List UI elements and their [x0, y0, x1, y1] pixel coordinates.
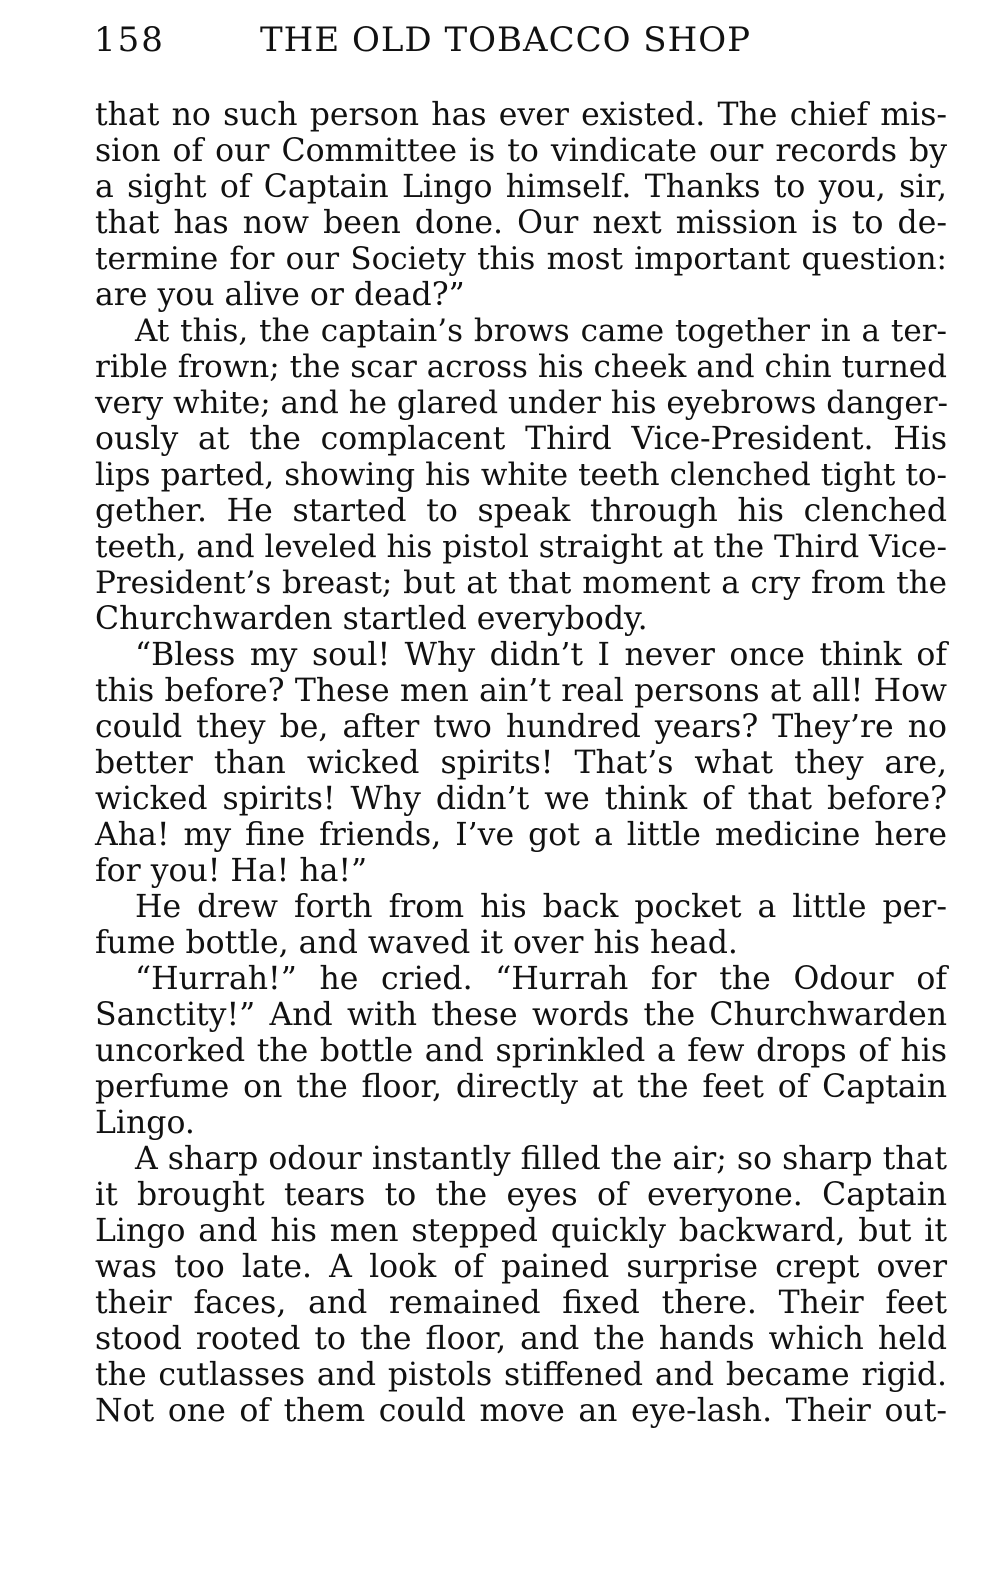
paragraph-start-line: At this, the captain’s brows came together in a ter- — [135, 313, 947, 349]
text-line: Aha! my fine friends, I’ve got a little medicine here — [95, 817, 947, 853]
text-line: very white; and he glared under his eyebrows danger- — [95, 385, 949, 421]
text-line: a sight of Captain Lingo himself. Thanks to you, sir, — [95, 169, 947, 205]
text-line: that no such person has ever existed. The chief mis- — [95, 97, 947, 133]
text-line: rible frown; the scar across his cheek and chin turned — [95, 349, 947, 385]
paragraph-start-line: He drew forth from his back pocket a little per- — [135, 889, 947, 925]
text-line: that has now been done. Our next mission is to de- — [95, 205, 947, 241]
text-line: gether. He started to speak through his clenched — [95, 493, 947, 529]
text-line: Churchwarden startled everybody. — [95, 601, 648, 637]
text-line: Sanctity!” And with these words the Churchwarden — [95, 997, 947, 1033]
paragraph-start-line: “Bless my soul! Why didn’t I never once think of — [135, 637, 947, 673]
text-line: was too late. A look of pained surprise crept over — [95, 1249, 947, 1285]
text-line: for you! Ha! ha!” — [95, 853, 368, 889]
text-line: ously at the complacent Third Vice-President. His — [95, 421, 947, 457]
paragraph-start-line: “Hurrah!” he cried. “Hurrah for the Odour of — [135, 961, 947, 997]
page-number: 158 — [94, 20, 165, 60]
text-line: it brought tears to the eyes of everyone. Captain — [95, 1177, 947, 1213]
text-line: better than wicked spirits! That’s what they are, — [95, 745, 947, 781]
text-line: could they be, after two hundred years? They’re no — [95, 709, 947, 745]
running-head: THE OLD TOBACCO SHOP — [260, 20, 751, 60]
text-line: teeth, and leveled his pistol straight at the Third Vice- — [95, 529, 947, 565]
text-line: perfume on the floor, directly at the feet of Captain — [95, 1069, 947, 1105]
paragraph-start-line: A sharp odour instantly filled the air; so sharp that — [135, 1141, 947, 1177]
page-header — [94, 14, 954, 66]
text-line: Not one of them could move an eye-lash. Their out- — [95, 1393, 947, 1429]
text-line: stood rooted to the floor, and the hands which held — [95, 1321, 947, 1357]
text-line: the cutlasses and pistols stiffened and became rigid. — [95, 1357, 947, 1393]
text-line: fume bottle, and waved it over his head. — [95, 925, 738, 961]
text-line: Lingo and his men stepped quickly backward, but it — [95, 1213, 947, 1249]
text-line: their faces, and remained fixed there. Their feet — [95, 1285, 947, 1321]
text-line: termine for our Society this most important question: — [95, 241, 947, 277]
text-line: sion of our Committee is to vindicate our records by — [95, 133, 947, 169]
text-line: President’s breast; but at that moment a cry from the — [95, 565, 947, 601]
text-line: are you alive or dead?” — [95, 277, 465, 313]
body-text — [95, 97, 947, 1429]
text-line: lips parted, showing his white teeth clenched tight to- — [95, 457, 947, 493]
text-line: wicked spirits! Why didn’t we think of that before? — [95, 781, 947, 817]
text-line: this before? These men ain’t real persons at all! How — [95, 673, 947, 709]
text-line: uncorked the bottle and sprinkled a few drops of his — [95, 1033, 947, 1069]
text-line: Lingo. — [95, 1105, 195, 1141]
